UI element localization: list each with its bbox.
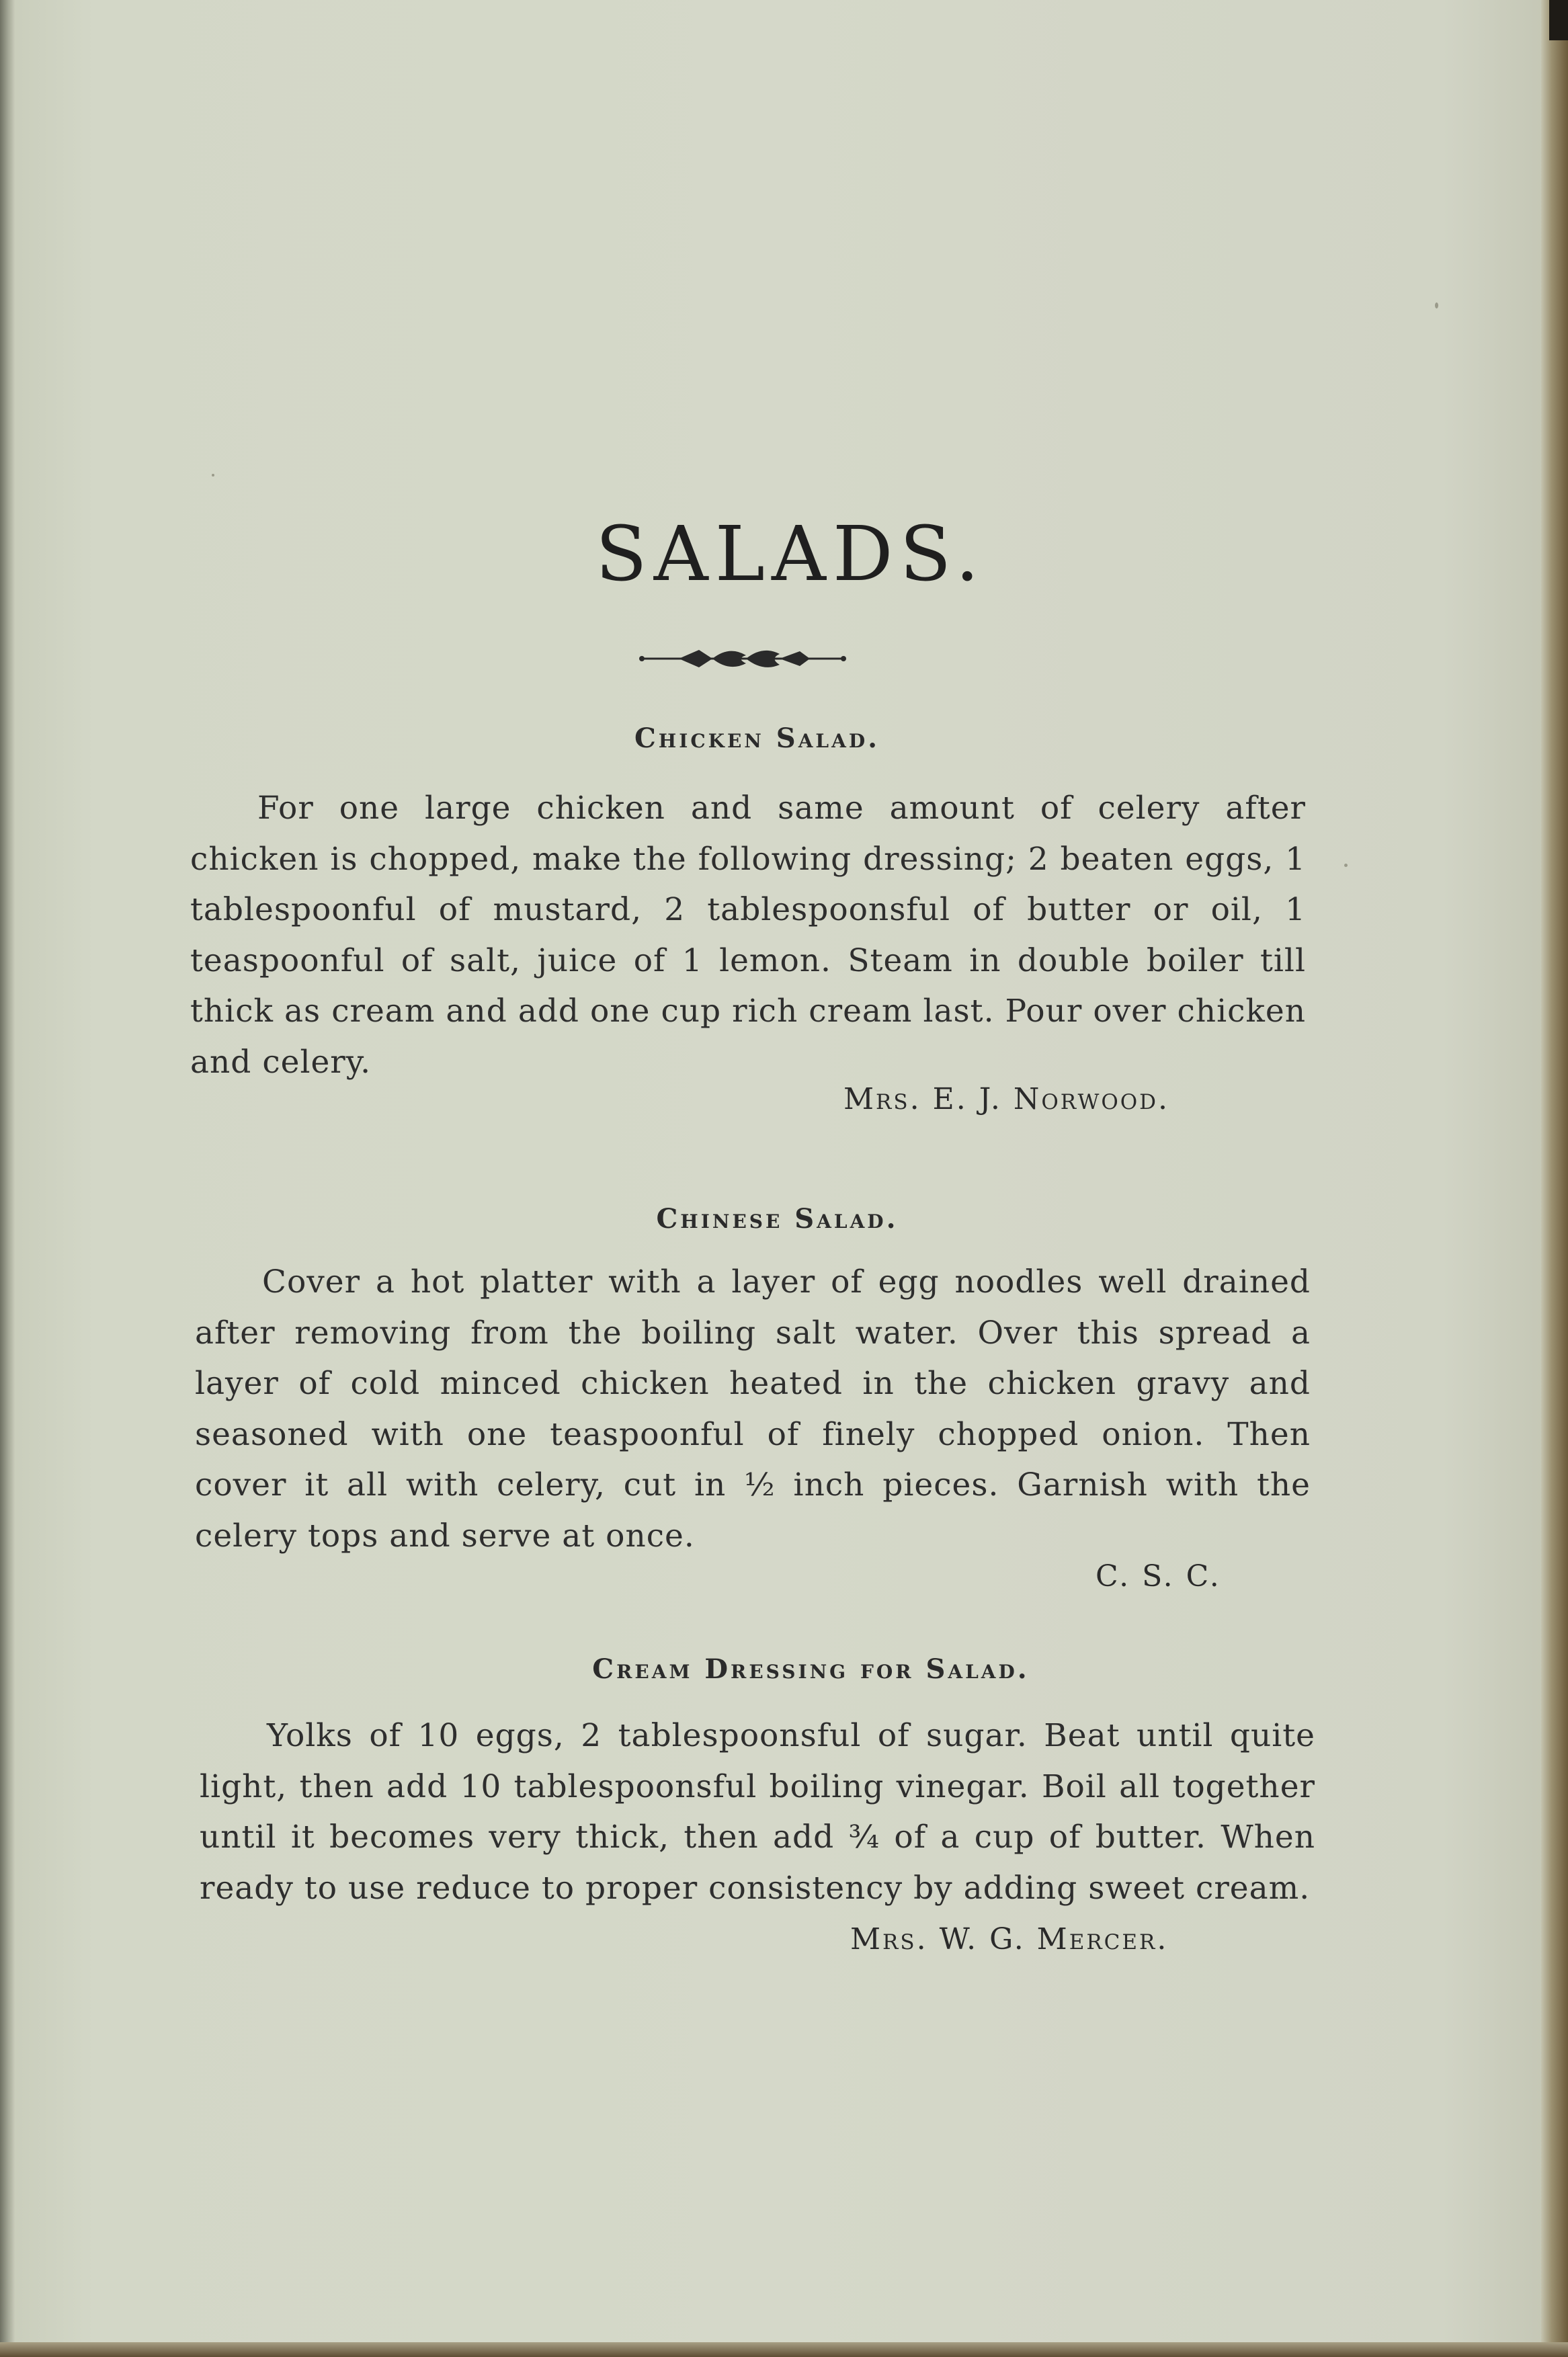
page-cover-edge — [1541, 0, 1568, 2357]
chapter-title: SALADS. — [595, 511, 986, 598]
recipe-author-cream-dressing: Mrs. W. G. Mercer. — [850, 1922, 1169, 1956]
recipe-heading-chicken-salad: Chicken Salad. — [634, 722, 880, 754]
recipe-author-chinese-salad: C. S. C. — [1096, 1559, 1221, 1594]
recipe-text-chinese-salad: Cover a hot platter with a layer of egg noodles well drained after removing from the boiling salt water. Over this spread a layer of cold minced chicken heated in the chicken gravy and seasoned with one teaspoonful of finely chopped onion. Then cover it all with celery, cut in ½ inch pieces. Garnish with the celery tops and serve at once. — [195, 1264, 1311, 1555]
paper-speck — [1435, 302, 1438, 308]
paper-speck — [212, 474, 214, 477]
recipe-heading-cream-dressing: Cream Dressing for Salad. — [592, 1653, 1030, 1685]
paper-speck — [1344, 864, 1348, 867]
page-corner — [1549, 0, 1568, 40]
recipe-heading-chinese-salad: Chinese Salad. — [656, 1203, 899, 1235]
page-bottom-edge — [0, 2342, 1568, 2357]
ornament-divider-icon — [638, 642, 847, 675]
recipe-text-cream-dressing: Yolks of 10 eggs, 2 tablespoonsful of sugar. Beat until quite light, then add 10 tablespoonsful boiling vinegar. Boil all together until it becomes very thick, then add ¾ of a cup of butter. When ready to use reduce to proper consistency by adding sweet cream. — [200, 1717, 1315, 1907]
recipe-text-chicken-salad: For one large chicken and same amount of celery after chicken is chopped, make the following dressing; 2 beaten eggs, 1 tablespoonful of mustard, 2 tablespoonsful of butter or oil, 1 teaspoonful of salt, juice of 1 lemon. Steam in double boiler till thick as cream and add one cup rich cream last. Pour over chicken and celery. — [190, 790, 1306, 1081]
page-binding-edge — [0, 0, 15, 2357]
recipe-author-chicken-salad: Mrs. E. J. Norwood. — [843, 1082, 1169, 1116]
